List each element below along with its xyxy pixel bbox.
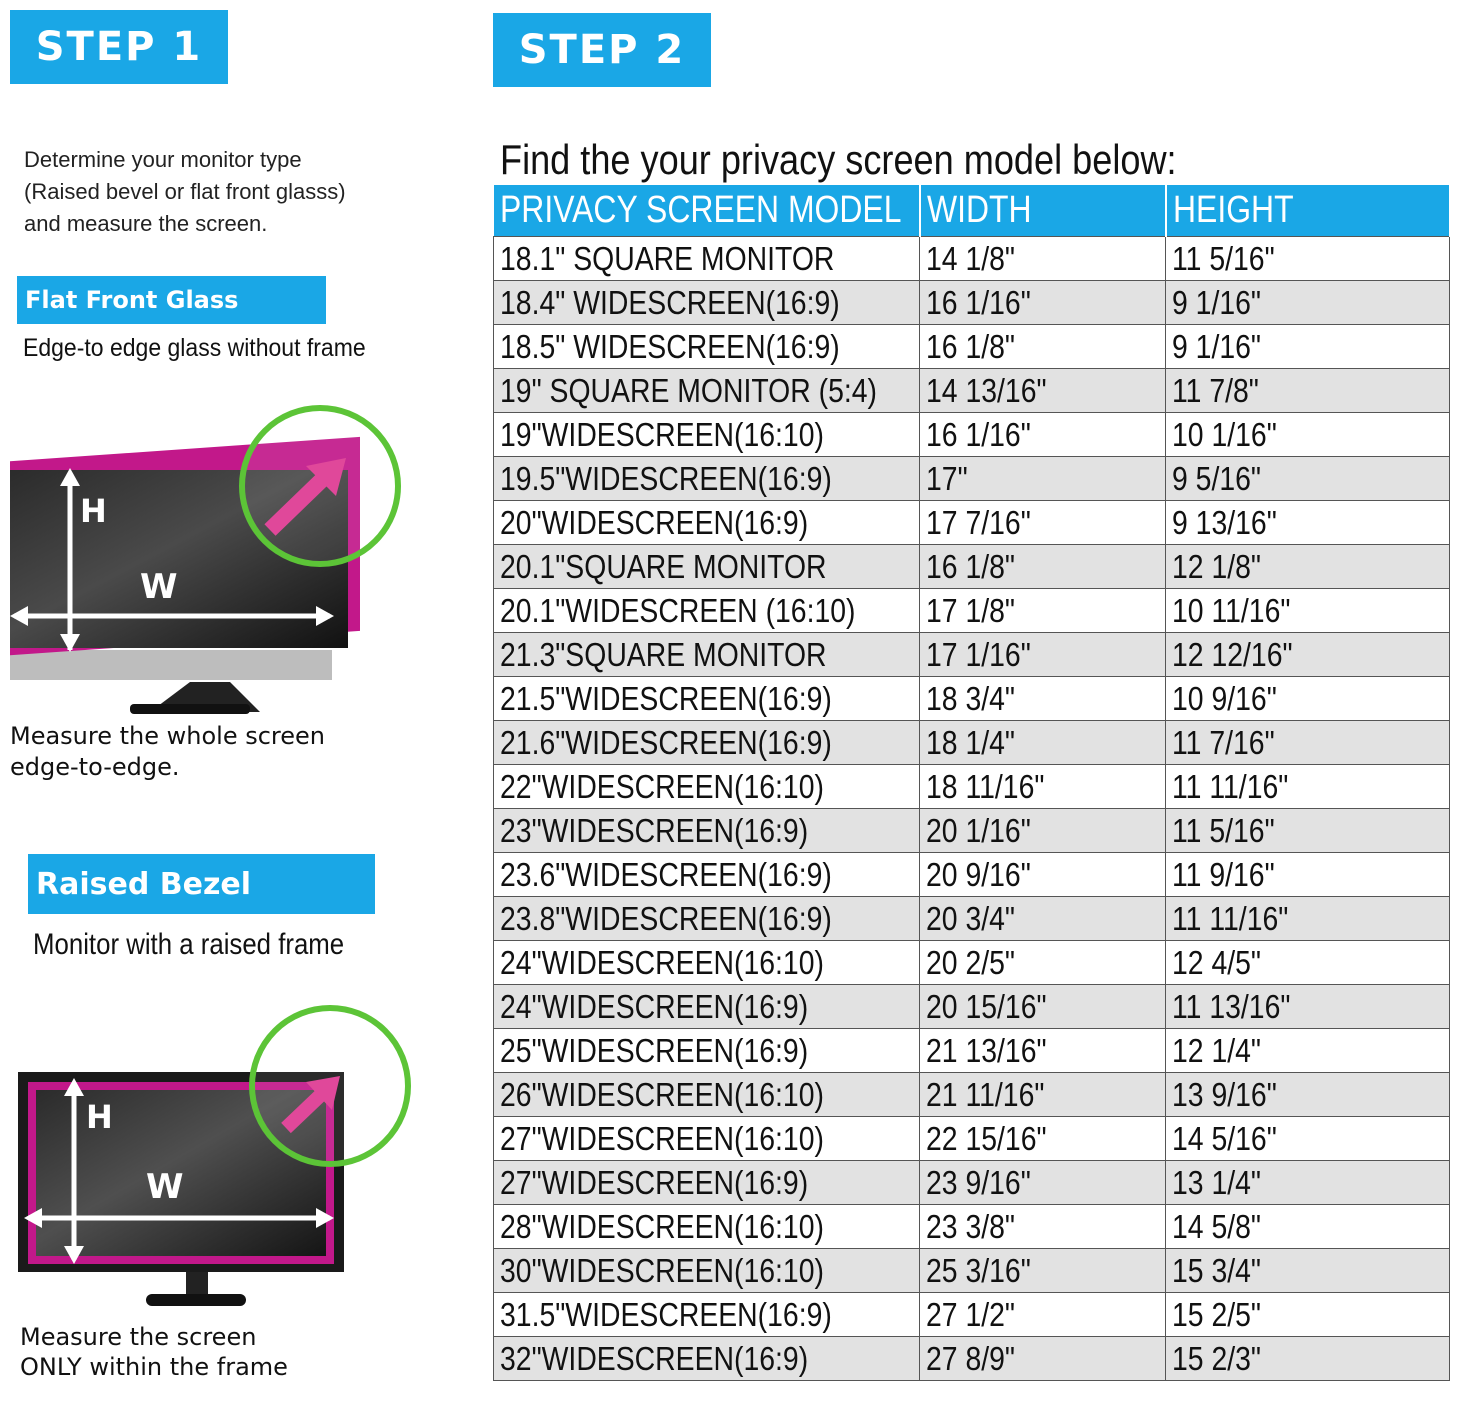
- cell-height: 15 3/4": [1166, 1249, 1450, 1293]
- header-height: HEIGHT: [1166, 185, 1450, 237]
- cell-model: 19" SQUARE MONITOR (5:4): [494, 369, 920, 413]
- cell-model: 20"WIDESCREEN(16:9): [494, 501, 920, 545]
- cell-height: 11 9/16": [1166, 853, 1450, 897]
- cell-width: 25 3/16": [920, 1249, 1166, 1293]
- table-row: [494, 501, 1450, 545]
- cell-height: 12 4/5": [1166, 941, 1450, 985]
- cell-width: 23 3/8": [920, 1205, 1166, 1249]
- cell-width: 17 7/16": [920, 501, 1166, 545]
- cell-width: 21 13/16": [920, 1029, 1166, 1073]
- cell-height: 15 2/3": [1166, 1337, 1450, 1381]
- header-width: WIDTH: [920, 185, 1166, 237]
- cell-height: 11 11/16": [1166, 765, 1450, 809]
- cell-width: 14 13/16": [920, 369, 1166, 413]
- table-row: [494, 809, 1450, 853]
- cell-height: 13 9/16": [1166, 1073, 1450, 1117]
- cell-model: 22"WIDESCREEN(16:10): [494, 765, 920, 809]
- cell-model: 24"WIDESCREEN(16:9): [494, 985, 920, 1029]
- raised-measure-caption: Measure the screen ONLY within the frame: [20, 1323, 288, 1381]
- step1-badge: STEP 1: [10, 10, 228, 84]
- table-row: [494, 1293, 1450, 1337]
- flat-front-glass-description: Edge-to edge glass without frame: [23, 334, 366, 362]
- width-label: W: [140, 567, 178, 607]
- raised-bezel-description: Monitor with a raised frame: [33, 928, 345, 961]
- table-row: [494, 721, 1450, 765]
- cell-width: 18 3/4": [920, 677, 1166, 721]
- cell-width: 23 9/16": [920, 1161, 1166, 1205]
- table-row: [494, 457, 1450, 501]
- cell-model: 19"WIDESCREEN(16:10): [494, 413, 920, 457]
- cell-height: 11 13/16": [1166, 985, 1450, 1029]
- cell-model: 18.1" SQUARE MONITOR: [494, 237, 920, 281]
- cell-width: 27 8/9": [920, 1337, 1166, 1381]
- flat-monitor-diagram: [0, 400, 420, 720]
- cell-model: 25"WIDESCREEN(16:9): [494, 1029, 920, 1073]
- table-title: Find the your privacy screen model below:: [500, 136, 1177, 183]
- cell-height: 13 1/4": [1166, 1161, 1450, 1205]
- cell-height: 9 1/16": [1166, 325, 1450, 369]
- cell-height: 9 5/16": [1166, 457, 1450, 501]
- table-row: [494, 413, 1450, 457]
- raised-monitor-diagram: [10, 1000, 430, 1320]
- table-row: [494, 1249, 1450, 1293]
- cell-height: 11 7/16": [1166, 721, 1450, 765]
- table-row: [494, 677, 1450, 721]
- step2-badge: STEP 2: [493, 13, 711, 87]
- cell-height: 10 9/16": [1166, 677, 1450, 721]
- table-row: [494, 325, 1450, 369]
- cell-width: 16 1/8": [920, 545, 1166, 589]
- table-row: [494, 1161, 1450, 1205]
- cell-height: 15 2/5": [1166, 1293, 1450, 1337]
- cell-height: 9 1/16": [1166, 281, 1450, 325]
- cell-model: 18.4" WIDESCREEN(16:9): [494, 281, 920, 325]
- cell-height: 11 7/8": [1166, 369, 1450, 413]
- table-row: [494, 985, 1450, 1029]
- cell-model: 31.5"WIDESCREEN(16:9): [494, 1293, 920, 1337]
- cell-height: 14 5/8": [1166, 1205, 1450, 1249]
- cell-model: 28"WIDESCREEN(16:10): [494, 1205, 920, 1249]
- cell-width: 20 1/16": [920, 809, 1166, 853]
- cell-width: 21 11/16": [920, 1073, 1166, 1117]
- cell-width: 20 3/4": [920, 897, 1166, 941]
- cell-model: 30"WIDESCREEN(16:10): [494, 1249, 920, 1293]
- cell-width: 27 1/2": [920, 1293, 1166, 1337]
- privacy-screen-size-table: [493, 185, 1451, 1381]
- table-row: [494, 369, 1450, 413]
- cell-model: 24"WIDESCREEN(16:10): [494, 941, 920, 985]
- cell-width: 18 11/16": [920, 765, 1166, 809]
- flat-front-glass-label: Flat Front Glass: [17, 276, 326, 324]
- cell-height: 11 11/16": [1166, 897, 1450, 941]
- cell-width: 22 15/16": [920, 1117, 1166, 1161]
- cell-model: 27"WIDESCREEN(16:9): [494, 1161, 920, 1205]
- cell-height: 10 11/16": [1166, 589, 1450, 633]
- cell-height: 12 12/16": [1166, 633, 1450, 677]
- raised-bezel-label: Raised Bezel: [28, 854, 375, 914]
- table-row: [494, 1029, 1450, 1073]
- cell-height: 12 1/8": [1166, 545, 1450, 589]
- cell-model: 23.8"WIDESCREEN(16:9): [494, 897, 920, 941]
- header-model: PRIVACY SCREEN MODEL: [494, 185, 920, 237]
- table-row: [494, 765, 1450, 809]
- cell-width: 17 1/8": [920, 589, 1166, 633]
- table-header-row: [494, 185, 1450, 237]
- cell-model: 19.5"WIDESCREEN(16:9): [494, 457, 920, 501]
- cell-model: 21.3"SQUARE MONITOR: [494, 633, 920, 677]
- cell-width: 18 1/4": [920, 721, 1166, 765]
- table-row: [494, 897, 1450, 941]
- table-row: [494, 633, 1450, 677]
- cell-height: 14 5/16": [1166, 1117, 1450, 1161]
- cell-model: 32"WIDESCREEN(16:9): [494, 1337, 920, 1381]
- cell-width: 14 1/8": [920, 237, 1166, 281]
- cell-model: 26"WIDESCREEN(16:10): [494, 1073, 920, 1117]
- height-label: H: [80, 492, 107, 530]
- step1-description: Determine your monitor type (Raised bevel or flat front glasss) and measure the screen.: [24, 147, 346, 236]
- cell-model: 23.6"WIDESCREEN(16:9): [494, 853, 920, 897]
- cell-width: 16 1/16": [920, 281, 1166, 325]
- cell-model: 21.5"WIDESCREEN(16:9): [494, 677, 920, 721]
- cell-model: 27"WIDESCREEN(16:10): [494, 1117, 920, 1161]
- cell-width: 16 1/8": [920, 325, 1166, 369]
- cell-width: 20 2/5": [920, 941, 1166, 985]
- cell-width: 20 15/16": [920, 985, 1166, 1029]
- cell-model: 21.6"WIDESCREEN(16:9): [494, 721, 920, 765]
- width-label: W: [146, 1167, 184, 1207]
- cell-height: 12 1/4": [1166, 1029, 1450, 1073]
- cell-model: 20.1"SQUARE MONITOR: [494, 545, 920, 589]
- cell-model: 20.1"WIDESCREEN (16:10): [494, 589, 920, 633]
- cell-model: 23"WIDESCREEN(16:9): [494, 809, 920, 853]
- cell-height: 11 5/16": [1166, 237, 1450, 281]
- table-row: [494, 1117, 1450, 1161]
- table-row: [494, 281, 1450, 325]
- cell-model: 18.5" WIDESCREEN(16:9): [494, 325, 920, 369]
- flat-measure-caption: Measure the whole screen edge-to-edge.: [10, 722, 326, 781]
- table-row: [494, 1205, 1450, 1249]
- cell-height: 9 13/16": [1166, 501, 1450, 545]
- table-row: [494, 1073, 1450, 1117]
- table-row: [494, 941, 1450, 985]
- cell-width: 20 9/16": [920, 853, 1166, 897]
- table-row: [494, 589, 1450, 633]
- cell-width: 17 1/16": [920, 633, 1166, 677]
- table-row: [494, 1337, 1450, 1381]
- table-row: [494, 545, 1450, 589]
- table-row: [494, 853, 1450, 897]
- cell-width: 17": [920, 457, 1166, 501]
- cell-height: 11 5/16": [1166, 809, 1450, 853]
- height-label: H: [86, 1098, 113, 1136]
- table-row: [494, 237, 1450, 281]
- cell-width: 16 1/16": [920, 413, 1166, 457]
- cell-height: 10 1/16": [1166, 413, 1450, 457]
